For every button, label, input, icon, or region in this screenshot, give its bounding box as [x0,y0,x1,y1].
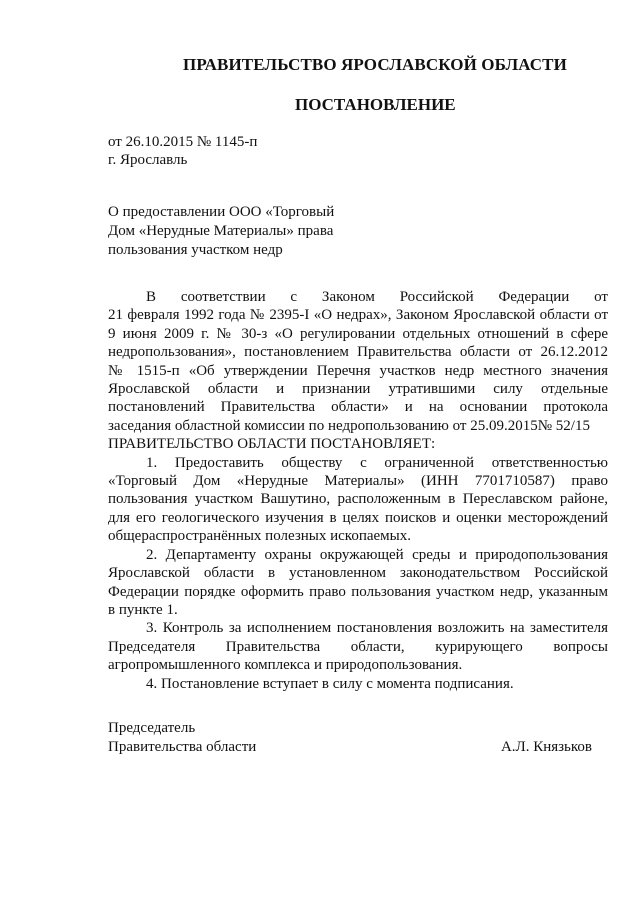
item-2-line: 2. Департаменту охраны окружающей среды и природопользования [146,546,608,563]
city: г. Ярославль [108,152,188,168]
item-2-line: в пункте 1. [108,601,178,618]
item-1-line: для его геологического изучения в целях поисков и оценки месторождений [108,509,608,526]
document-body [108,288,608,693]
item-3-line: агропромышленного комплекса и природопользования. [108,657,463,674]
item-2-line: Ярославской области в установленном законодательством Российской [108,565,608,582]
signatory-name: А.Л. Князьков [500,739,592,755]
preamble-line: 9 июня 2009 г. № 30-з «О регулировании отдельных отношений в сфере [108,325,608,342]
item-1-line: «Торговый Дом «Нерудные Материалы» (ИНН 7701710587) право [108,473,608,490]
preamble-line: недропользования», постановлением Правительства области от 26.12.2012 [108,344,608,361]
preamble-line: В соответствии с Законом Российской Федерации от [146,289,608,305]
document-subject [108,203,334,260]
preamble-line: заседания областной комиссии по недропользованию от 25.09.2015№ 52/15 [108,417,590,434]
subject-line: пользования участком недр [108,242,283,258]
item-1-line: общераспространённых полезных ископаемых. [108,528,411,545]
item-3-line: 3. Контроль за исполнением постановления возложить на заместителя [146,620,608,637]
document-meta [108,133,257,169]
item-3-line: Председателя Правительства области, курирующего вопросы [108,638,608,655]
signature-block [108,719,592,757]
resolves-line: ПРАВИТЕЛЬСТВО ОБЛАСТИ ПОСТАНОВЛЯЕТ: [108,436,436,453]
signatory-position: Председатель [108,720,196,736]
item-2-line: Федерации порядке оформить право пользования участком недр, указанным [108,583,608,600]
organization-title: ПРАВИТЕЛЬСТВО ЯРОСЛАВСКОЙ ОБЛАСТИ [183,55,567,74]
subject-line: Дом «Нерудные Материалы» права [108,223,334,239]
item-1-line: пользования участком Вашутино, расположенным в Переславском районе, [108,491,608,508]
preamble-line: Ярославской области и признании утратившими силу отдельные [108,381,608,398]
item-4-line: 4. Постановление вступает в силу с момента подписания. [146,675,514,692]
signatory-position: Правительства области [108,739,257,755]
date-number: от 26.10.2015 № 1145-п [108,134,258,150]
item-1-line: 1. Предоставить обществу с ограниченной ответственностью [146,454,608,471]
preamble-line: 21 февраля 1992 года № 2395-I «О недрах», Законом Ярославской области от [108,307,608,324]
preamble-line: постановлений Правительства области» и на основании протокола [108,399,608,416]
document-type-title: ПОСТАНОВЛЕНИЕ [295,95,456,114]
subject-line: О предоставлении ООО «Торговый [108,204,335,220]
preamble-line: № 1515-п «Об утверждении Перечня участков недр местного значения [108,362,608,379]
